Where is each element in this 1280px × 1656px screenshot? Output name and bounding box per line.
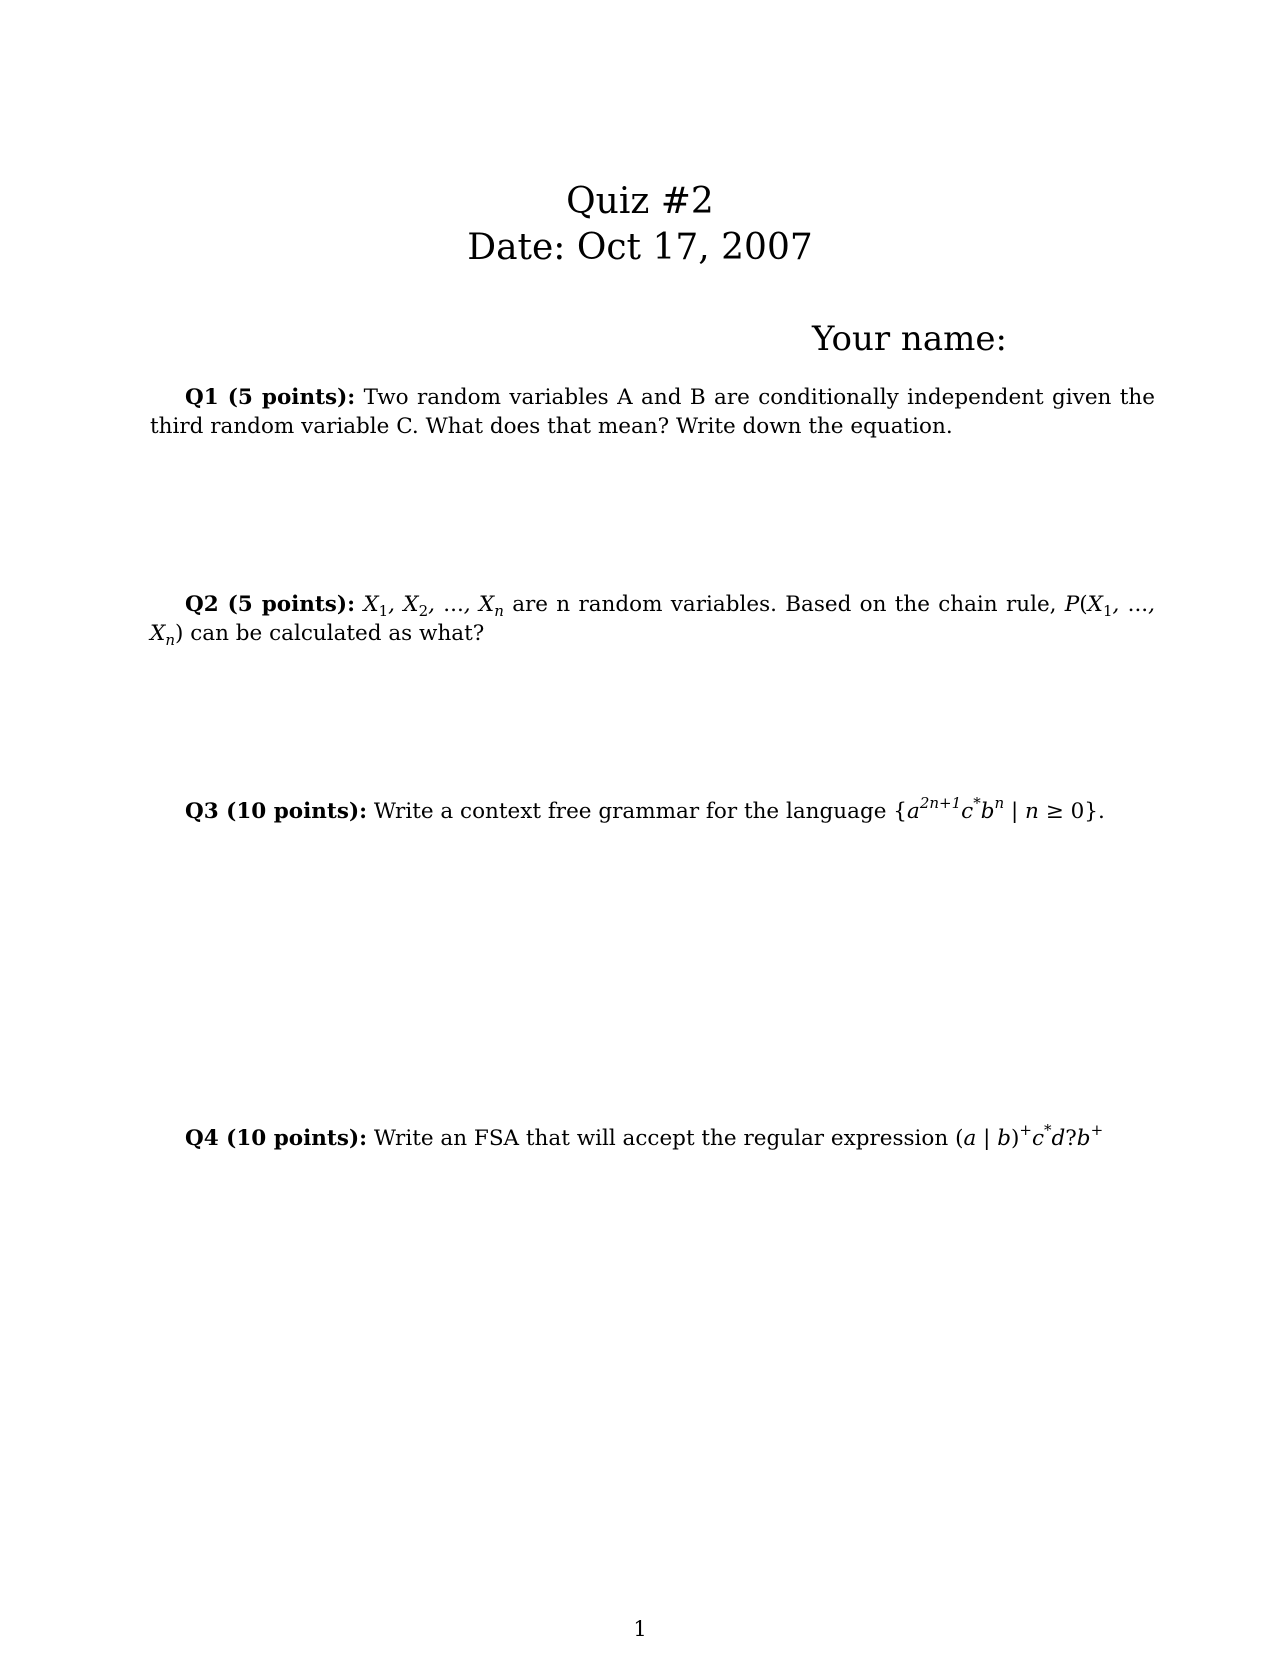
question-4-label: Q4 (10 points):: [185, 1126, 368, 1151]
question-3-text: Write a context free grammar for the language: [373, 799, 887, 824]
question-2: [150, 590, 1155, 648]
question-4-text: Write an FSA that will accept the regular expression: [373, 1126, 949, 1151]
quiz-date: Date: Oct 17, 2007: [467, 227, 813, 268]
question-3: [150, 794, 1155, 826]
page-number: 1: [633, 1617, 647, 1641]
question-4: [150, 1121, 1155, 1153]
name-prompt: Your name:: [812, 319, 1007, 359]
question-3-label: Q3 (10 points):: [185, 799, 368, 824]
question-2-joint-probability: $P(X_1$, ..., $X_n$): [150, 592, 1155, 649]
question-2-text-end: can be calculated as what?: [190, 621, 485, 646]
quiz-title: Quiz #2: [566, 181, 714, 222]
question-1: [150, 383, 1155, 441]
question-1-text: Two random variables A and B are conditionally independent given the third random variable C. What does that mean? Write down the equation.: [150, 385, 1156, 439]
question-3-language: {$a^{2n+1}c^*b^n$ | n ≥ 0}.: [893, 794, 1105, 824]
question-2-variables: $X_1$, $X_2$, ..., $X_n$: [363, 592, 504, 620]
question-1-label: Q1 (5 points):: [185, 385, 356, 410]
question-2-text: are n random variables. Based on the chain rule,: [512, 592, 1057, 617]
question-4-regex: (a | b)+c*d?b+: [955, 1121, 1104, 1151]
question-2-label: Q2 (5 points):: [185, 592, 356, 617]
